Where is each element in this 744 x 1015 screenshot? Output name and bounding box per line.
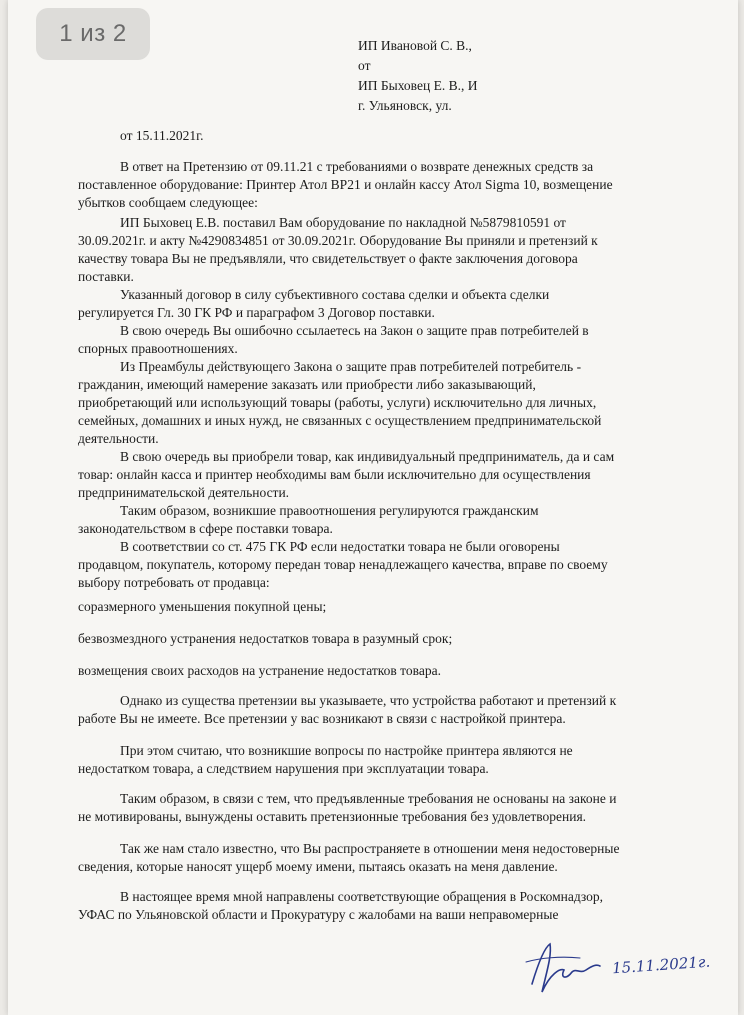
letter-line: сведения, которые наносят ущерб моему имени, пытаясь оказать на меня давление. (78, 859, 558, 874)
letter-line: выбору потребовать от продавца: (78, 575, 270, 590)
letter-line: законодательством в сфере поставки товара. (78, 521, 333, 536)
letter-line: не мотивированы, вынуждены оставить претензионные требования без удовлетворения. (78, 809, 587, 824)
letter-line: товар: онлайн касса и принтер необходимы вам были исключительно для осуществления (78, 467, 591, 482)
addressee-line: ИП Быховец Е. В., И (358, 78, 478, 93)
letter-line: Таким образом, в связи с тем, что предъявленные требования не основаны на законе и (120, 791, 617, 806)
letter-line: безвозмездного устранения недостатков товара в разумный срок; (78, 631, 453, 646)
letter-line: работе Вы не имеете. Все претензии у вас возникают в связи с настройкой принтера. (78, 711, 566, 726)
letter-line: Из Преамбулы действующего Закона о защите прав потребителей потребитель - (120, 359, 582, 374)
signature-date: 15.11.2021г. (611, 952, 711, 978)
letter-line: При этом считаю, что возникшие вопросы по настройке принтера являются не (120, 743, 573, 758)
letter-line: убытков сообщаем следующее: (78, 195, 258, 210)
letter-line: Указанный договор в силу субъективного состава сделки и объекта сделки (120, 287, 550, 302)
letter-line: семейных, домашних и иных нужд, не связанных с осуществлением предпринимательской (78, 413, 602, 428)
letter-line: гражданин, имеющий намерение заказать или приобрести либо заказывающий, (78, 377, 536, 392)
letter-line: В свою очередь вы приобрели товар, как индивидуальный предприниматель, да и сам (120, 449, 615, 464)
letter-line: поставленное оборудование: Принтер Атол BP21 и онлайн кассу Атол Sigma 10, возмещение (78, 177, 613, 192)
letter-line: качеству товара Вы не предъявляли, что свидетельствует о факте заключения договора (78, 251, 578, 266)
letter-line: Однако из существа претензии вы указываете, что устройства работают и претензий к (120, 693, 617, 708)
addressee-line: ИП Ивановой С. В., (358, 38, 472, 53)
letter-line: соразмерного уменьшения покупной цены; (78, 599, 327, 614)
addressee-line: от (358, 58, 371, 73)
letter-line: В настоящее время мной направлены соответствующие обращения в Роскомнадзор, (120, 889, 603, 904)
letter-line: УФАС по Ульяновской области и Прокуратуру с жалобами на ваши неправомерные (78, 907, 559, 922)
letter-line: регулируется Гл. 30 ГК РФ и параграфом 3 Договор поставки. (78, 305, 435, 320)
letter-line: ИП Быховец Е.В. поставил Вам оборудование по накладной №5879810591 от (120, 215, 566, 230)
letter-line: В соответствии со ст. 475 ГК РФ если недостатки товара не были оговорены (120, 539, 560, 554)
signature (520, 934, 720, 1009)
letter-line: продавцом, покупатель, которому передан товар ненадлежащего качества, вправе по своему (78, 557, 608, 572)
letter-line: возмещения своих расходов на устранение недостатков товара. (78, 663, 441, 678)
letter-line: поставки. (78, 269, 134, 284)
letter-line: приобретающий или использующий товары (работы, услуги) исключительно для личных, (78, 395, 597, 410)
letter-line: спорных правоотношениях. (78, 341, 238, 356)
letter-line: В ответ на Претензию от 09.11.21 с требованиями о возврате денежных средств за (120, 159, 594, 174)
addressee-line: г. Ульяновск, ул. (358, 98, 452, 113)
page-indicator: 1 из 2 (36, 8, 150, 60)
letter-line: 30.09.2021г. и акту №4290834851 от 30.09.2021г. Оборудование Вы приняли и претензий к (78, 233, 598, 248)
letter-date: от 15.11.2021г. (120, 128, 204, 143)
letter-line: Так же нам стало известно, что Вы распространяете в отношении меня недостоверные (120, 841, 620, 856)
letter-line: В свою очередь Вы ошибочно ссылаетесь на Закон о защите прав потребителей в (120, 323, 589, 338)
letter-line: деятельности. (78, 431, 159, 446)
letter-line: предпринимательской деятельности. (78, 485, 290, 500)
letter-line: Таким образом, возникшие правоотношения регулируются гражданским (120, 503, 539, 518)
letter-line: недостатком товара, а следствием нарушения при эксплуатации товара. (78, 761, 489, 776)
